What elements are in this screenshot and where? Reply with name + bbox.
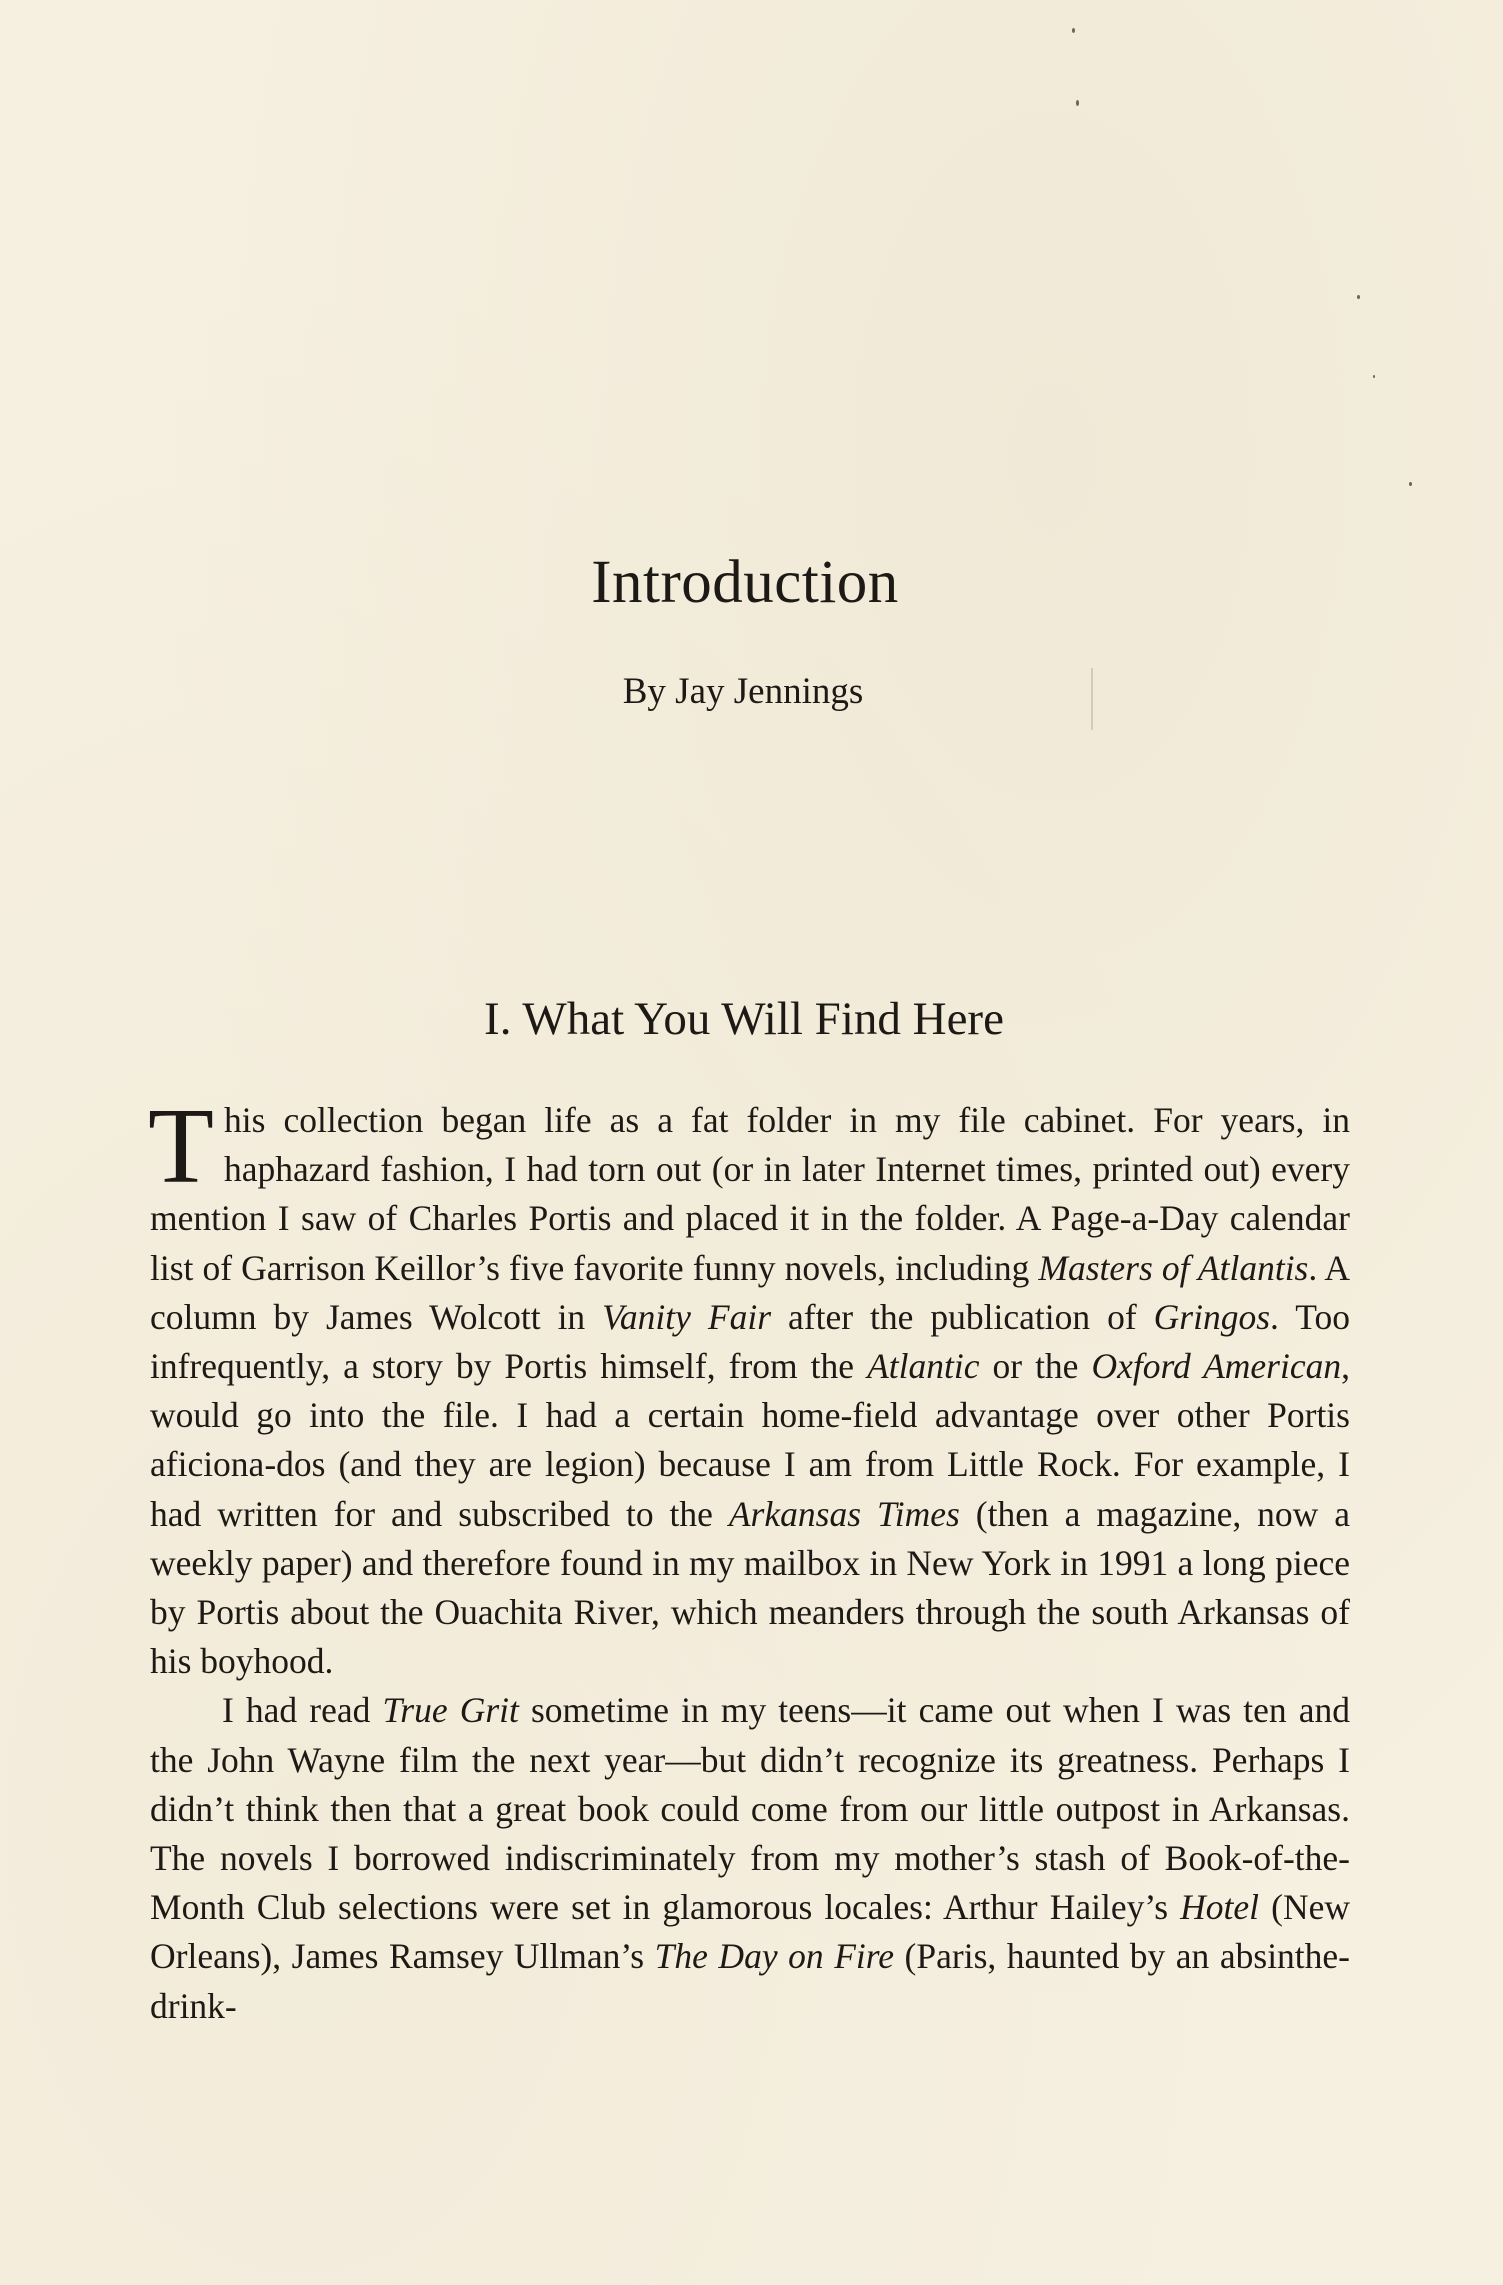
text-run: his collection began life as a fat folder in my file cabinet. For years, in haphazard fashion, I had torn out (or in later Internet times, printed out) every mention I saw of Charles Portis and placed it in the folder. A Page-a-Day calendar list of Garrison Keillor’s five favorite funny novels, including [150,1100,1350,1288]
italic-title-text: Atlantic [867,1346,980,1387]
page-title: Introduction [591,549,899,616]
paper-speck [1072,28,1075,33]
paper-speck [1373,375,1375,378]
text-run: . Too infrequently, a story by Portis himself, from the [150,1296,1350,1387]
text-run: , would go into the file. I had a certain home-field advantage over other Portis aficiona-dos (and they are legion) because I am from Little Rock. For example, I had written for and subscribed to the [150,1346,1350,1534]
text-run: I had read [222,1690,383,1731]
text-run: or the [979,1346,1092,1387]
italic-title-text: Gringos [1153,1296,1271,1337]
italic-title-text: Masters of Atlantis [1038,1247,1309,1288]
italic-title-text: The Day on Fire [654,1936,894,1977]
paragraph [150,1686,1350,2030]
text-run: (then a magazine, now a weekly paper) and therefore found in my mailbox in New York in 1991 a long piece by Portis about the Ouachita River, which meanders through the south Arkansas of his boyhood. [150,1493,1350,1682]
byline: By Jay Jennings [622,671,864,712]
text-run: (Paris, haunted by an absinthe-drink- [150,1936,1350,2026]
text-run: (New Orleans), James Ramsey Ullman’s [150,1887,1350,1977]
italic-title-text: Oxford American [1091,1346,1342,1387]
paragraph [148,1087,1350,1686]
italic-title-text: True Grit [382,1690,519,1731]
text-run: . A column by James Wolcott in [150,1247,1350,1337]
paper-speck [1409,482,1412,486]
italic-title-text: Vanity Fair [602,1296,772,1337]
paper-speck [1076,100,1079,106]
drop-cap: T [148,1087,214,1206]
italic-title-text: Arkansas Times [728,1493,960,1534]
body-text [148,1087,1350,2031]
text-run: after the publication of [771,1296,1154,1337]
italic-title-text: Hotel [1180,1887,1260,1928]
section-heading: I. What You Will Find Here [484,993,1004,1045]
paper-speck [1357,295,1360,299]
text-run: sometime in my teens—it came out when I was ten and the John Wayne film the next year—but didn’t recognize its greatness. Perhaps I didn’t think then that a great book could come from our little outpost in Arkansas. The novels I borrowed indiscriminately from my mother’s stash of Book-of-the-Month Club selections were set in glamorous locales: Arthur Hailey’s [150,1690,1350,1928]
